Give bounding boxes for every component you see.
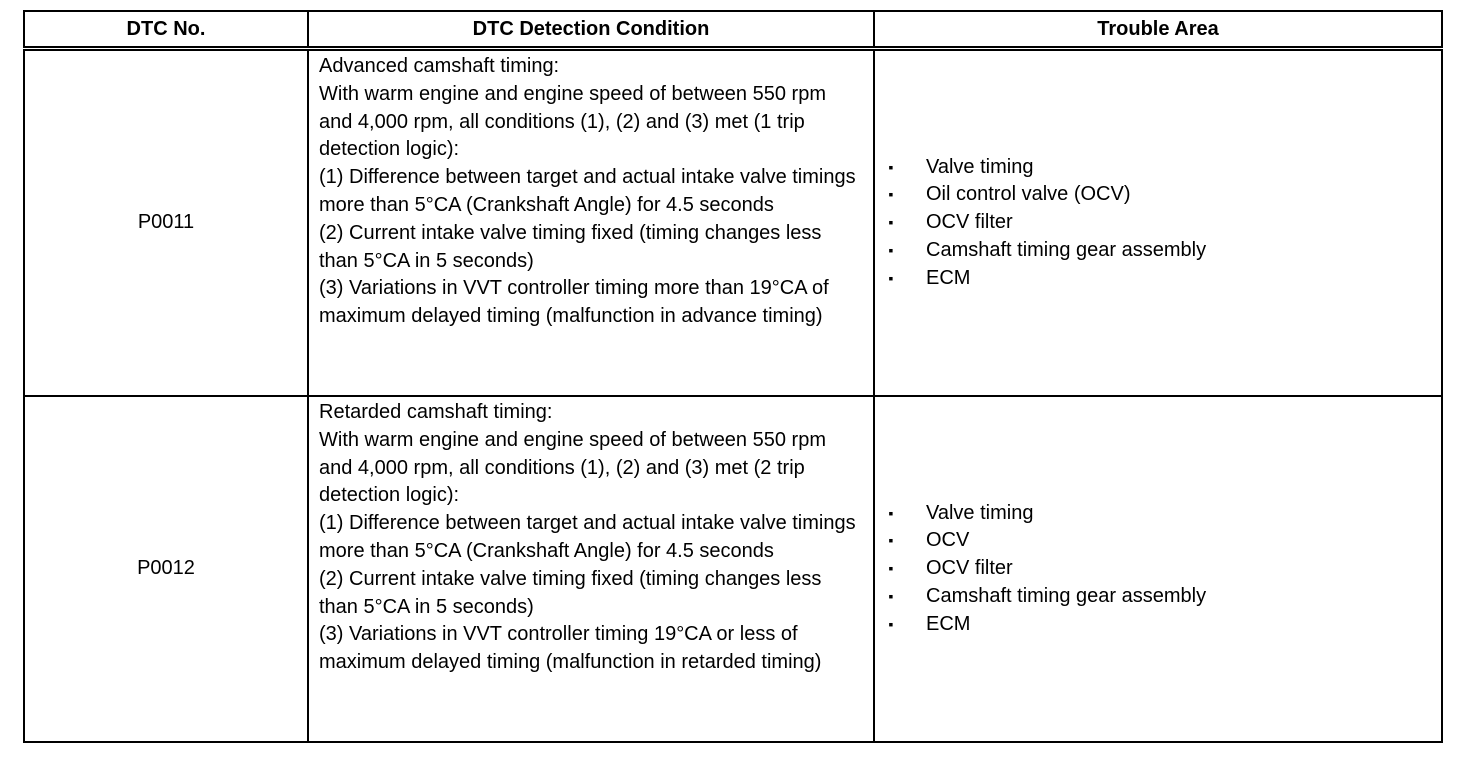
- list-item: [885, 527, 1441, 555]
- condition-line: (1) Difference between target and actual intake valve timings more than 5°CA (Crankshaft Angle) for 4.5 seconds: [319, 166, 856, 216]
- bullet-icon: ▪: [888, 504, 894, 521]
- bullet-icon: ▪: [888, 532, 894, 549]
- table-row: [24, 396, 1442, 742]
- dtc-code-cell: P0011: [24, 49, 308, 397]
- bullet-icon: ▪: [888, 269, 894, 286]
- bullet-icon: ▪: [888, 615, 894, 632]
- trouble-area-cell: [874, 396, 1442, 742]
- trouble-area-list: [885, 154, 1441, 293]
- condition-line: (3) Variations in VVT controller timing more than 19°CA of maximum delayed timing (malfunction in advance timing): [319, 277, 829, 328]
- condition-line: Retarded camshaft timing:: [319, 401, 553, 423]
- list-item: [885, 500, 1441, 528]
- detection-condition-cell: [308, 49, 874, 397]
- list-item: [885, 583, 1441, 611]
- condition-line: (2) Current intake valve timing fixed (timing changes less than 5°CA in 5 seconds): [319, 567, 822, 618]
- trouble-area-cell: [874, 49, 1442, 397]
- trouble-area-label: Valve timing: [926, 155, 1034, 178]
- table-row: [24, 49, 1442, 397]
- header-trouble-area: Trouble Area: [874, 11, 1442, 49]
- condition-line: (3) Variations in VVT controller timing 19°CA or less of maximum delayed timing (malfunction in retarded timing): [319, 623, 822, 674]
- condition-line: With warm engine and engine speed of between 550 rpm and 4,000 rpm, all conditions (1), (2) and (3) met (1 trip detection logic):: [319, 82, 826, 161]
- trouble-area-label: OCV filter: [926, 211, 1013, 234]
- header-dtc-no: DTC No.: [24, 11, 308, 49]
- trouble-area-label: OCV: [926, 529, 970, 552]
- dtc-code-cell: P0012: [24, 396, 308, 742]
- bullet-icon: ▪: [888, 158, 894, 175]
- trouble-area-label: OCV filter: [926, 557, 1013, 580]
- dtc-table: [23, 10, 1443, 743]
- list-item: [885, 555, 1441, 583]
- trouble-area-label: ECM: [926, 266, 971, 289]
- bullet-icon: ▪: [888, 214, 894, 231]
- bullet-icon: ▪: [888, 241, 894, 258]
- bullet-icon: ▪: [888, 587, 894, 604]
- trouble-area-label: Oil control valve (OCV): [926, 183, 1131, 206]
- list-item: [885, 265, 1441, 293]
- list-item: [885, 154, 1441, 182]
- table-header-row: [24, 11, 1442, 49]
- list-item: [885, 181, 1441, 209]
- trouble-area-label: Camshaft timing gear assembly: [926, 584, 1207, 607]
- detection-condition-cell: [308, 396, 874, 742]
- condition-line: Advanced camshaft timing:: [319, 55, 560, 77]
- condition-line: With warm engine and engine speed of between 550 rpm and 4,000 rpm, all conditions (1), (2) and (3) met (2 trip detection logic):: [319, 428, 826, 507]
- condition-line: (1) Difference between target and actual intake valve timings more than 5°CA (Crankshaft Angle) for 4.5 seconds: [319, 512, 856, 562]
- trouble-area-label: Camshaft timing gear assembly: [926, 238, 1207, 261]
- trouble-area-list: [885, 500, 1441, 639]
- list-item: [885, 237, 1441, 265]
- bullet-icon: ▪: [888, 560, 894, 577]
- header-detection-condition: DTC Detection Condition: [308, 11, 874, 49]
- list-item: [885, 611, 1441, 639]
- trouble-area-label: Valve timing: [926, 501, 1034, 524]
- trouble-area-label: ECM: [926, 612, 971, 635]
- condition-line: (2) Current intake valve timing fixed (timing changes less than 5°CA in 5 seconds): [319, 221, 822, 272]
- list-item: [885, 209, 1441, 237]
- bullet-icon: ▪: [888, 186, 894, 203]
